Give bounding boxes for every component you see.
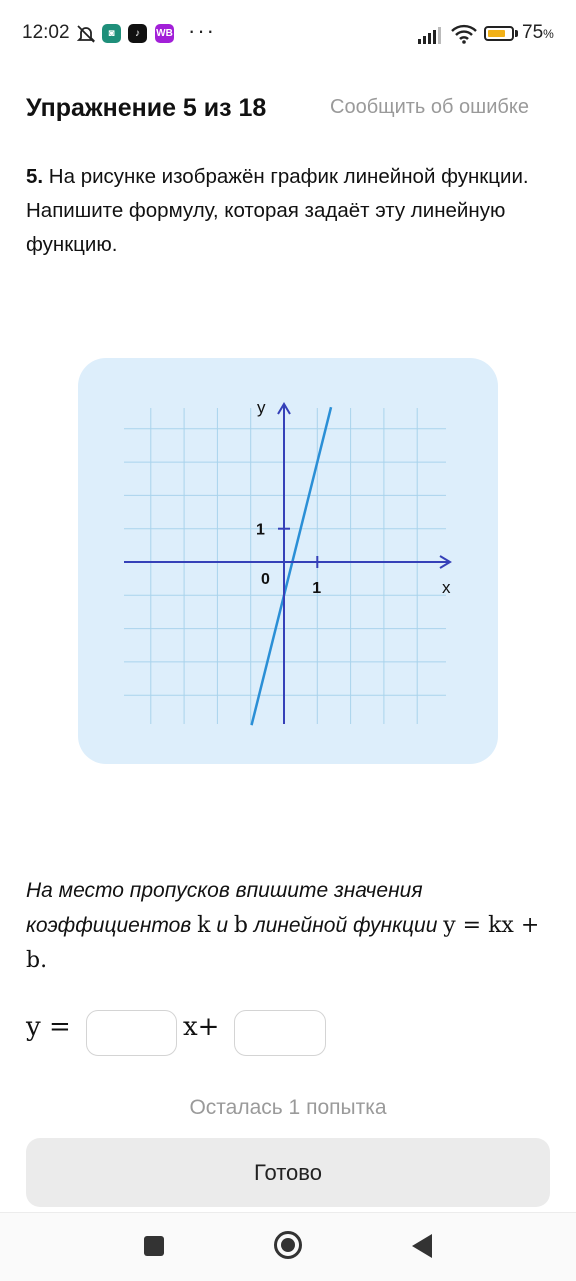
- instruction-text: [26, 873, 551, 978]
- y-axis-label: y: [257, 398, 266, 417]
- page-title: Упражнение 5 из 18: [26, 94, 267, 122]
- question-text: [26, 160, 546, 262]
- question-body: На рисунке изображён график линейной функции. Напишите формулу, которая задаёт эту линейную функцию.: [26, 165, 529, 256]
- coef-k: k: [197, 913, 211, 938]
- instruction-part1: На место пропусков впишите значения коэффициентов: [26, 879, 423, 937]
- status-bar: [0, 0, 576, 66]
- axes: [124, 404, 450, 724]
- wifi-icon: [450, 24, 478, 44]
- attempts-remaining: Осталась 1 попытка: [189, 1096, 387, 1119]
- b-input[interactable]: [234, 1010, 326, 1056]
- muted-bell-icon: [76, 24, 96, 44]
- battery-level: [488, 30, 505, 37]
- done-button[interactable]: Готово: [26, 1138, 550, 1207]
- k-input[interactable]: [86, 1010, 177, 1056]
- battery-percent: [522, 22, 554, 44]
- signal-icon: [418, 26, 444, 44]
- report-error-link[interactable]: Сообщить об ошибке: [330, 96, 529, 118]
- graph-card: [78, 358, 498, 764]
- instruction-and: и: [216, 914, 228, 937]
- instruction-formula: y = kx + b.: [26, 913, 540, 973]
- status-time: 12:02: [22, 22, 70, 43]
- more-notifications-icon: ···: [188, 18, 216, 43]
- y-tick-label: 1: [256, 521, 265, 539]
- home-icon-dot: [281, 1238, 295, 1252]
- function-line: [252, 407, 332, 725]
- equation-mid: x+: [183, 1012, 220, 1042]
- tiktok-icon: ♪: [128, 24, 147, 43]
- origin-label: 0: [261, 571, 270, 588]
- wb-icon: WB: [155, 24, 174, 43]
- x-tick-label: 1: [312, 580, 322, 597]
- equation-lhs: y =: [26, 1012, 71, 1042]
- question-number: 5.: [26, 165, 44, 188]
- teal-app-icon: ◙: [102, 24, 121, 43]
- x-axis-label: x: [442, 578, 451, 597]
- battery-tip: [515, 30, 518, 37]
- battery-unit: %: [543, 27, 554, 41]
- recent-apps-icon[interactable]: [144, 1236, 164, 1256]
- battery-icon: [484, 26, 514, 41]
- battery-value: 75: [522, 22, 544, 43]
- back-icon[interactable]: [412, 1234, 432, 1258]
- instruction-part2: линейной функции: [253, 914, 438, 937]
- coef-b: b: [233, 913, 248, 938]
- linear-function-graph: [78, 358, 498, 764]
